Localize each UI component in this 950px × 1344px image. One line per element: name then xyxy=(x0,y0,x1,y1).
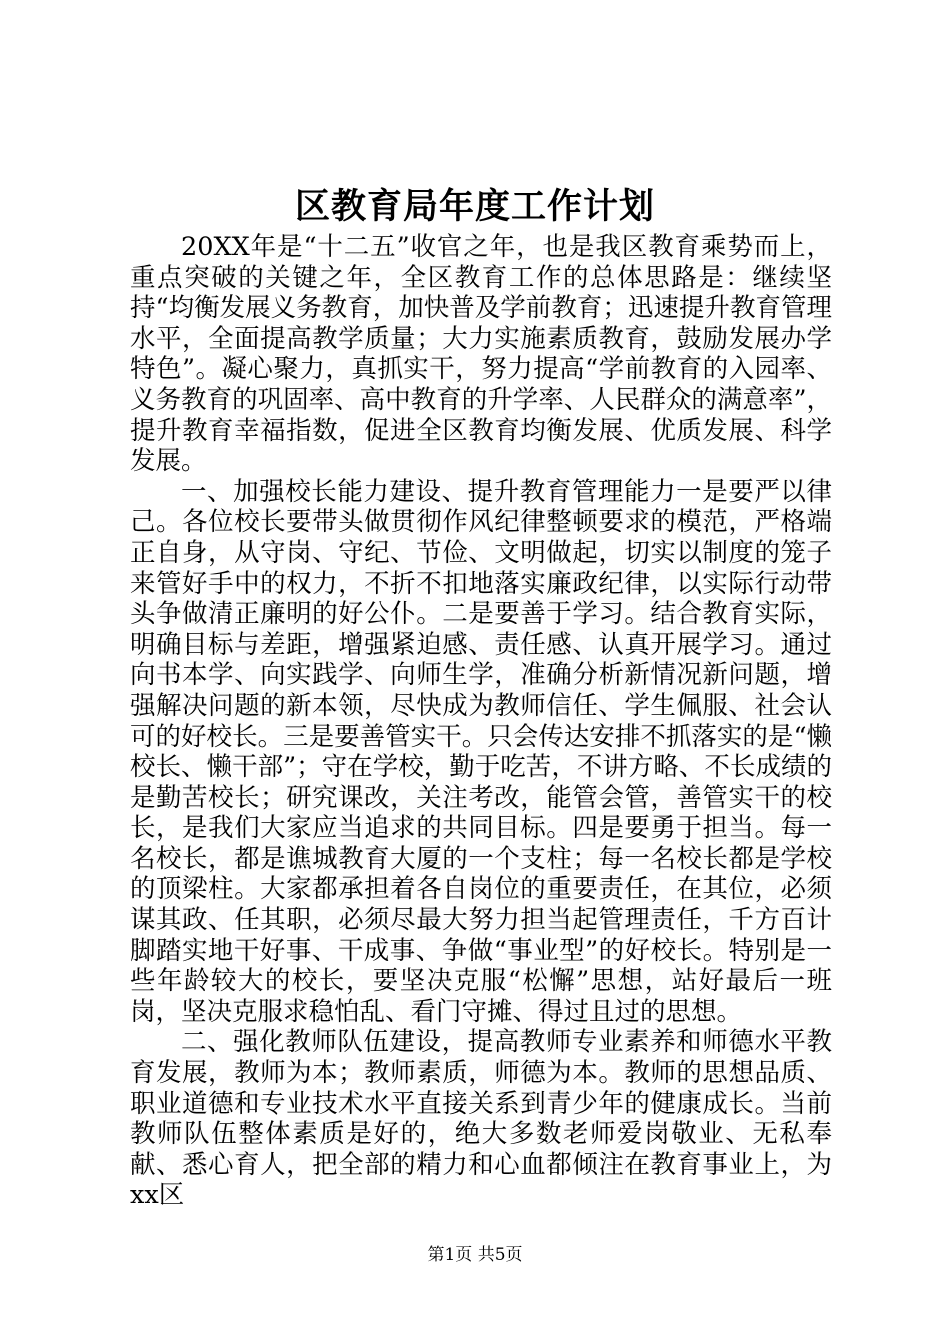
paragraph-section-1: 一、加强校长能力建设、提升教育管理能力一是要严以律己。各位校长要带头做贯彻作风纪律整顿要求的模范，严格端正自身，从守岗、守纪、节俭、文明做起，切实以制度的笼子来管好手中的权力，不折不扣地落实廉政纪律，以实际行动带头争做清正廉明的好公仆。二是要善于学习。结合教育实际，明确目标与差距，增强紧迫感、责任感、认真开展学习。通过向书本学、向实践学、向师生学，准确分析新情况新问题，增强解决问题的新本领，尽快成为教师信任、学生佩服、社会认可的好校长。三是要善管实干。只会传达安排不抓落实的是“懒校长、懒干部”；守在学校，勤于吃苦，不讲方略、不长成绩的是勤苦校长；研究课改，关注考改，能管会管，善管实干的校长，是我们大家应当追求的共同目标。四是要勇于担当。每一名校长，都是谯城教育大厦的一个支柱；每一名校长都是学校的顶梁柱。大家都承担着各自岗位的重要责任，在其位，必须谋其政、任其职，必须尽最大努力担当起管理责任，千方百计脚踏实地干好事、干成事、争做“事业型”的好校长。特别是一些年龄较大的校长，要坚决克服“松懈”思想，站好最后一班岗，坚决克服求稳怕乱、看门守摊、得过且过的思想。 xyxy=(130,476,832,1027)
page-number-footer: 第1页 共5页 xyxy=(427,1245,523,1265)
paragraph-section-2: 二、强化教师队伍建设，提高教师专业素养和师德水平教育发展，教师为本；教师素质，师德为本。教师的思想品质、职业道德和专业技术水平直接关系到青少年的健康成长。当前教师队伍整体素质是好的，绝大多数老师爱岗敬业、无私奉献、悉心育人，把全部的精力和心血都倾注在教育事业上，为xx区 xyxy=(130,1027,832,1211)
document-title: 区教育局年度工作计划 xyxy=(294,186,655,227)
paragraph-intro: 20XX年是“十二五”收官之年，也是我区教育乘势而上，重点突破的关键之年，全区教育工作的总体思路是：继续坚持“均衡发展义务教育，加快普及学前教育；迅速提升教育管理水平，全面提高教学质量；大力实施素质教育，鼓励发展办学特色”。凝心聚力，真抓实干，努力提高“学前教育的入园率、义务教育的巩固率、高中教育的升学率、人民群众的满意率”，提升教育幸福指数，促进全区教育均衡发展、优质发展、科学发展。 xyxy=(130,232,832,477)
document-body xyxy=(130,232,832,1211)
